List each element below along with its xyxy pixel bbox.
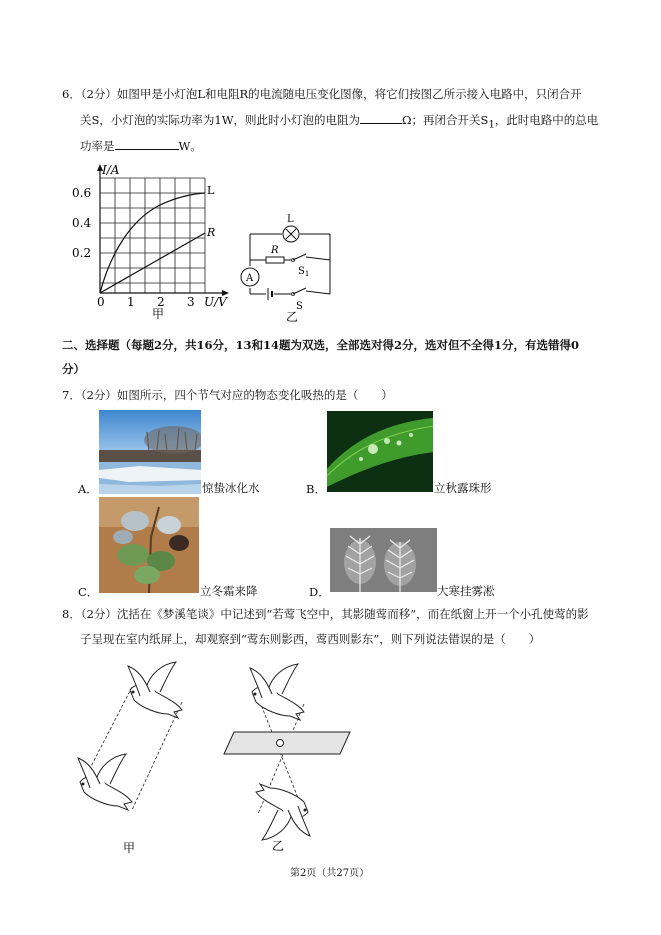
graph-caption: 甲 (152, 307, 165, 320)
x-tick-0: 0 (97, 295, 105, 309)
answer-blank-power (115, 137, 179, 150)
page-footer: 第2页（共27页） (290, 868, 370, 879)
option-d-caption: 大寒挂雾凇 (437, 584, 495, 598)
section2-line1: 二、选择题（每题2分，共16分，13和14题为双选，全部选对得2分，选对但不全得1分，有选错得0 (62, 338, 580, 352)
resistor-icon (266, 257, 284, 263)
q6-line3a: 功率是 (80, 139, 115, 153)
section2-line2: 分） (62, 362, 85, 376)
switch-s1-label: $S_1$ (298, 266, 310, 278)
y-tick-0.4: 0.4 (72, 216, 92, 230)
option-a-letter: A． (78, 482, 98, 496)
bird-icon-2 (250, 664, 304, 720)
bird-image-inverted-icon (256, 784, 310, 840)
x-tick-1: 1 (127, 295, 135, 309)
q6-line2b: Ω；再闭合开关S (402, 113, 489, 127)
answer-blank-resistance (360, 111, 402, 124)
option-d-letter: D． (309, 585, 330, 599)
option-b-letter: B． (306, 482, 326, 496)
q6-line1: 6．（2分）如图甲是小灯泡L和电阻R的电流随电压变化图像，将它们按图乙所示接入电路中，只闭合开 (62, 87, 582, 101)
circuit-caption: 乙 (286, 310, 299, 323)
q6-line3b: W。 (178, 139, 202, 153)
photo-option-a (99, 410, 201, 494)
q8-line1: 8．（2分）沈括在《梦溪笔谈》中记述到“若莺飞空中，其影随莺而移”，而在纸窗上开一个小孔使莺的影 (62, 607, 589, 621)
photo-option-c (99, 497, 199, 593)
option-b-caption: 立秋露珠形 (434, 481, 492, 495)
q6-line2-sub: 1 (488, 119, 495, 131)
bird-shadow-icon (78, 754, 132, 810)
x-tick-2: 2 (157, 295, 165, 309)
pinhole-icon (277, 740, 284, 747)
q6-line2a: 关S，小灯泡的实际功率为1W，则此时小灯泡的电阻为 (80, 113, 361, 127)
option-c-caption: 立冬霜来降 (200, 584, 258, 598)
resistor-label: R (271, 245, 279, 256)
iv-graph (70, 160, 240, 320)
option-c-letter: C． (78, 585, 99, 599)
y-axis-label: I/A (102, 163, 120, 177)
x-axis-label: U/V (204, 295, 227, 309)
switch-s-label: S (296, 301, 303, 312)
figure-left-caption: 甲 (123, 841, 136, 855)
x-tick-3: 3 (187, 295, 195, 309)
y-tick-0.2: 0.2 (72, 246, 92, 260)
switch-s-icon (293, 288, 306, 294)
q6-line3 (80, 137, 202, 154)
photo-option-b (327, 411, 433, 492)
switch-s1-icon (293, 254, 306, 260)
figure-bird-shadow (70, 652, 200, 862)
ammeter-label: A (246, 273, 254, 284)
q6-line2c: ，此时电路中的总电 (494, 113, 599, 127)
paper-window (224, 732, 350, 754)
bird-icon (128, 662, 182, 718)
q6-line2 (80, 111, 598, 133)
option-a-caption: 惊蛰冰化水 (202, 481, 260, 495)
y-tick-0.6: 0.6 (72, 186, 92, 200)
photo-option-d (330, 528, 437, 592)
figure-pinhole (222, 652, 362, 862)
q8-line2: 子呈现在室内纸屏上，却观察到“莺东则影西，莺西则影东”，则下列说法错误的是（ ） (80, 632, 541, 646)
lamp-label: L (287, 214, 294, 225)
figure-right-caption: 乙 (272, 839, 285, 853)
q7-stem: 7．（2分）如图所示，四个节气对应的物态变化吸热的是（ ） (62, 388, 393, 402)
curve-label-R: R (207, 226, 216, 239)
curve-label-L: L (207, 184, 215, 197)
circuit-diagram (232, 208, 342, 323)
curve-resistor (100, 233, 205, 293)
